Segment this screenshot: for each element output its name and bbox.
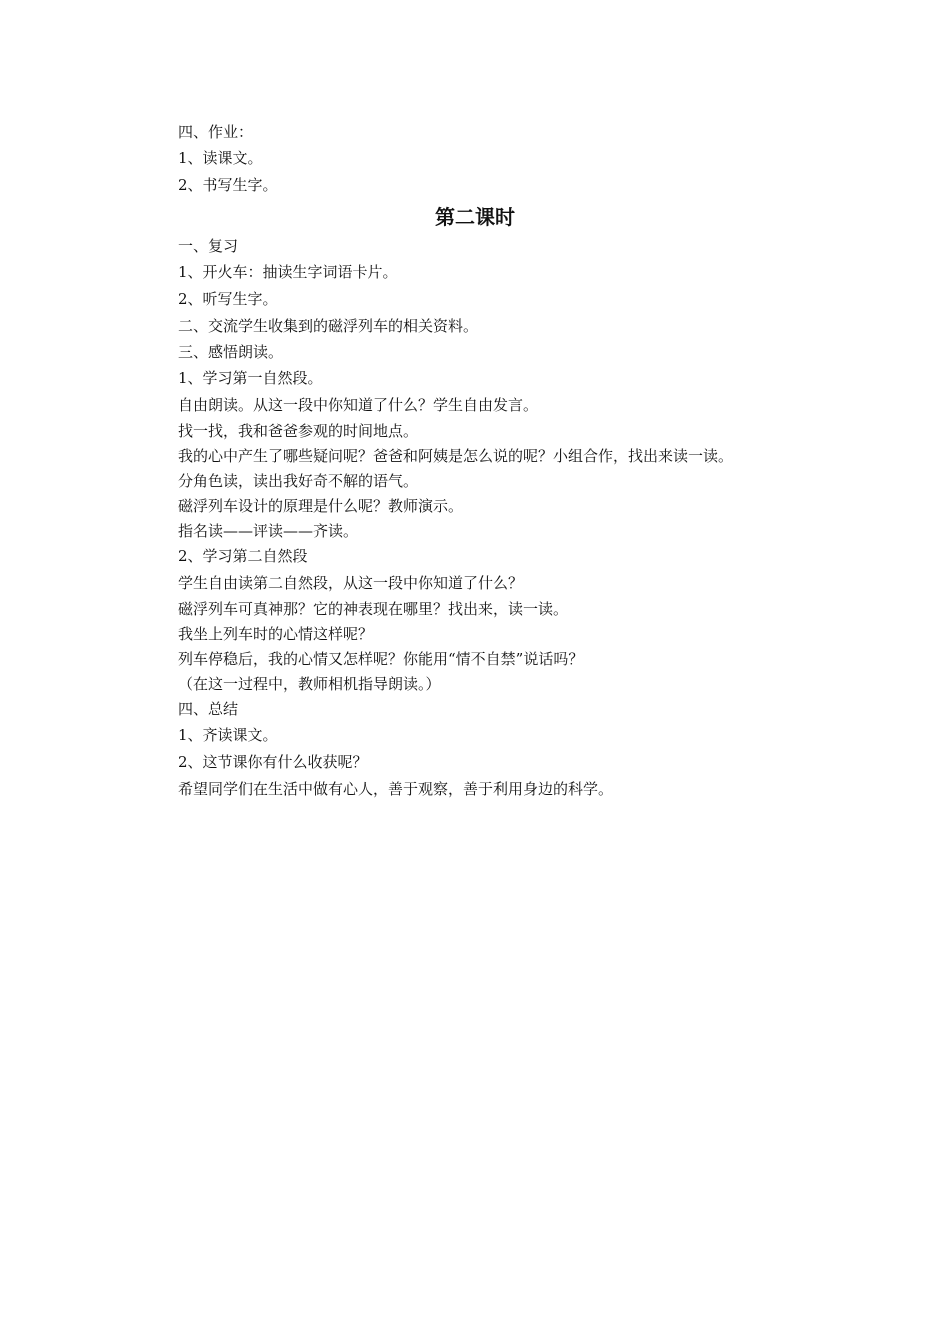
exchange-heading: 二、交流学生收集到的磁浮列车的相关资料。 [178,317,479,335]
summary-item-1: 1、齐读课文。 [178,726,278,744]
body-line: 我的心中产生了哪些疑问呢？爸爸和阿姨是怎么说的呢？小组合作，找出来读一读。 [178,447,734,465]
summary-item-2: 2、这节课你有什么收获呢？ [178,753,368,771]
homework-item-write: 2、书写生字。 [178,176,278,194]
homework-heading: 四、作业： [178,123,254,141]
paragraph-2-heading: 2、学习第二自然段 [178,547,308,565]
review-item-2: 2、听写生字。 [178,290,278,308]
body-line: 指名读——评读——齐读。 [178,522,359,540]
body-line: 我坐上列车时的心情这样呢？ [178,625,374,643]
paragraph-1-heading: 1、学习第一自然段。 [178,369,323,387]
section-title: 第二课时 [435,205,515,229]
body-line: 学生自由读第二自然段，从这一段中你知道了什么？ [178,574,524,592]
closing-line: 希望同学们在生活中做有心人，善于观察，善于利用身边的科学。 [178,780,614,798]
body-line: 找一找，我和爸爸参观的时间地点。 [178,422,419,440]
reading-heading: 三、感悟朗读。 [178,343,284,361]
body-line: 分角色读，读出我好奇不解的语气。 [178,472,419,490]
review-heading: 一、复习 [178,237,239,255]
body-line: 磁浮列车可真神那？它的神表现在哪里？找出来，读一读。 [178,600,569,618]
body-line: 磁浮列车设计的原理是什么呢？教师演示。 [178,497,464,515]
homework-item-read: 1、读课文。 [178,149,263,167]
body-line: 自由朗读。从这一段中你知道了什么？学生自由发言。 [178,396,539,414]
summary-heading: 四、总结 [178,700,239,718]
review-item-1: 1、开火车：抽读生字词语卡片。 [178,263,398,281]
body-line: 列车停稳后，我的心情又怎样呢？你能用“情不自禁”说话吗？ [178,650,584,668]
body-note: （在这一过程中，教师相机指导朗读。） [178,675,441,693]
